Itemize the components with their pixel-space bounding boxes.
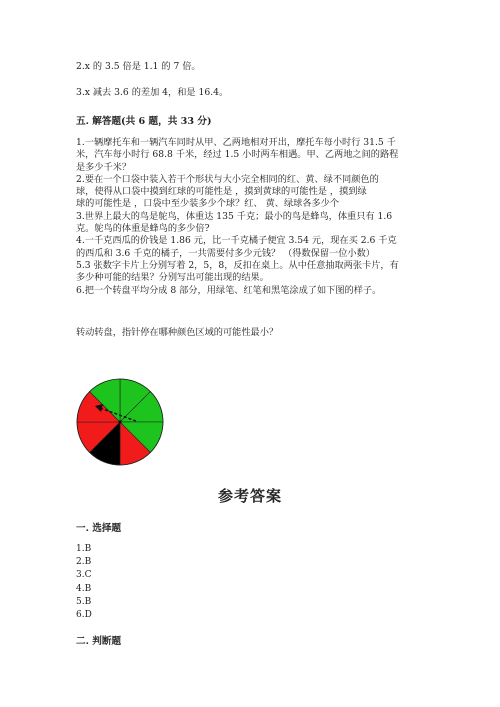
judgment-item-2: 2.x 的 3.5 倍是 1.1 的 7 倍。 bbox=[76, 61, 201, 72]
problem-line: 2.要在一个口袋中装入若干个形状与大小完全相同的红、黄、绿不同颜色的 bbox=[76, 173, 379, 185]
judgment-item-3: 3.x 减去 3.6 的差加 4，和是 16.4。 bbox=[76, 87, 229, 98]
problem-line: 球的可能性是 ，口袋中至少装多少个球？红、 黄、绿球各多少个 bbox=[76, 198, 340, 210]
answer-item: 2.B bbox=[76, 557, 92, 568]
problem-line: 6.把一个转盘平均分成 8 部分，用绿笔、红笔和黑笔涂成了如下图的样子。 bbox=[76, 284, 382, 296]
problem-line: 多少种可能的结果？分别写出可能出现的结果。 bbox=[76, 272, 269, 284]
problem-line: 4.一千克西瓜的价钱是 1.86 元，比一千克橘子便宜 3.54 元，现在买 2.6 千克 bbox=[76, 235, 397, 247]
section-5-heading: 五. 解答题(共 6 题，共 33 分) bbox=[76, 116, 212, 127]
answer-item: 5.B bbox=[76, 596, 92, 607]
answer-section-1-heading: 一. 选择题 bbox=[76, 523, 122, 534]
problem-line: 的西瓜和 3.6 千克的橘子，一共需要付多少元钱？ （得数保留一位小数） bbox=[76, 247, 375, 259]
problem-text bbox=[76, 137, 428, 297]
problem-line: 3.世界上最大的鸟是鸵鸟，体重达 135 千克；最小的鸟是蜂鸟，体重只有 1.6 bbox=[76, 210, 393, 222]
spinner-question: 转动转盘，指针停在哪种颜色区域的可能性最小？ bbox=[76, 327, 279, 338]
answer-item: 6.D bbox=[76, 610, 92, 621]
problem-line: 米，汽车每小时行 68.8 千米，经过 1.5 小时两车相遇。甲、乙两地之间的路程 bbox=[76, 149, 399, 161]
answer-item: 4.B bbox=[76, 583, 92, 594]
answer-list bbox=[76, 543, 92, 622]
problem-line: 是多少千米？ bbox=[76, 161, 132, 173]
answer-item: 3.C bbox=[76, 570, 92, 581]
spinner-hub bbox=[118, 420, 121, 423]
problem-line: 克。鸵鸟的体重是蜂鸟的多少倍? bbox=[76, 223, 210, 235]
problem-line: 球，使得从口袋中摸到红球的可能性是 ，摸到黄球的可能性是 ，摸到绿 bbox=[76, 186, 367, 198]
spinner-diagram bbox=[74, 376, 166, 468]
answer-item: 1.B bbox=[76, 544, 92, 554]
answer-key-title: 参考答案 bbox=[217, 487, 282, 505]
problem-line: 1.一辆摩托车和一辆汽车同时从甲、乙两地相对开出，摩托车每小时行 31.5 千 bbox=[76, 137, 396, 148]
answer-section-2-heading: 二. 判断题 bbox=[76, 636, 122, 647]
problem-line: 5.3 张数字卡片上分别写着 2，5，8，反扣在桌上。从中任意抽取两张卡片，有 bbox=[76, 259, 399, 271]
